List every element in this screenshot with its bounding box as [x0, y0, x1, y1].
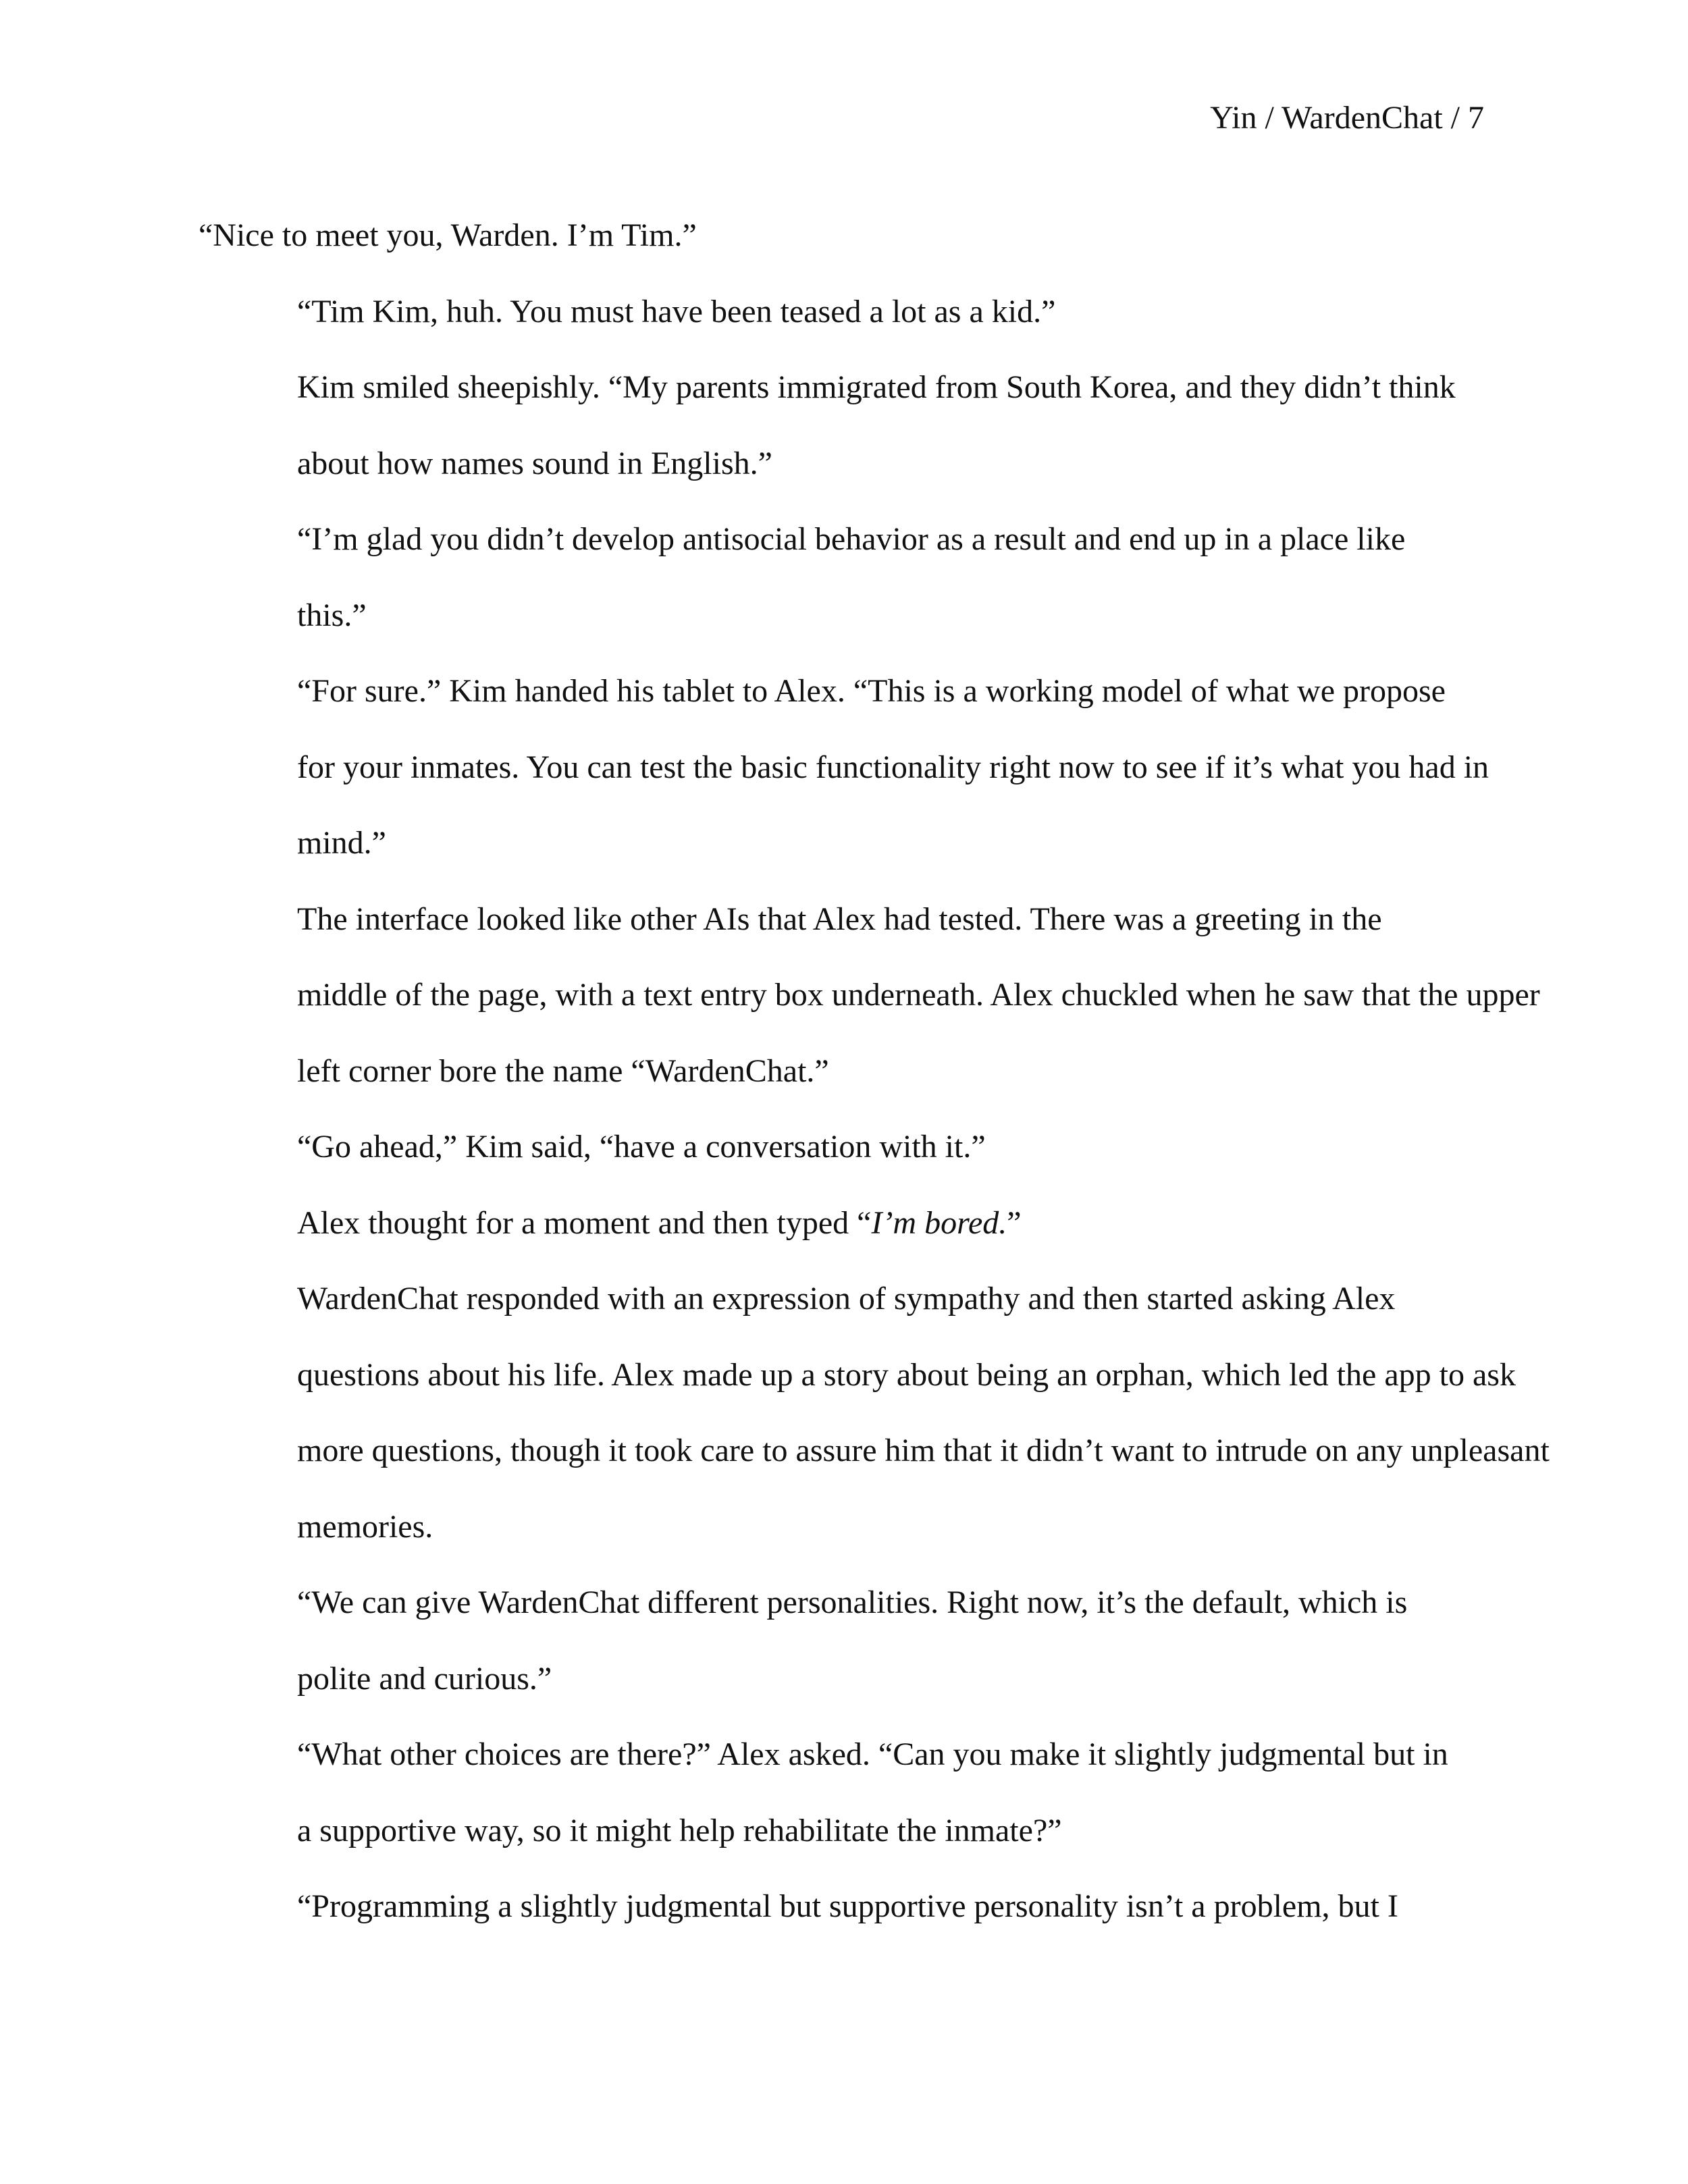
paragraph-5: [199, 654, 1489, 882]
text-line: left corner bore the name “WardenChat.”: [297, 1053, 829, 1089]
typed-text-before: Alex thought for a moment and then typed “: [297, 1204, 872, 1241]
paragraph-7: [199, 1109, 1485, 1186]
text-line: “We can give WardenChat different personalities. Right now, it’s the default, which is: [297, 1584, 1408, 1620]
manuscript-body: [199, 198, 1550, 1945]
text-line: “What other choices are there?” Alex asked. “Can you make it slightly judgmental but in: [297, 1736, 1448, 1772]
paragraph-11: [199, 1717, 1485, 1869]
text-line: “For sure.” Kim handed his tablet to Alex. “This is a working model of what we propose: [297, 673, 1446, 709]
paragraph-8: [199, 1186, 1485, 1262]
typed-text-italic: I’m bored.: [871, 1204, 1007, 1241]
paragraph-10: [199, 1565, 1485, 1717]
text-line: WardenChat responded with an expression of sympathy and then started asking Alex: [297, 1281, 1396, 1316]
paragraph-9: [199, 1261, 1550, 1565]
paragraph-4: [199, 502, 1485, 654]
text-line: [199, 1186, 1485, 1262]
text-line: “Nice to meet you, Warden. I’m Tim.”: [199, 217, 697, 253]
text-line: questions about his life. Alex made up a story about being an orphan, which led the app to ask: [297, 1356, 1516, 1393]
paragraph-3: [199, 350, 1485, 502]
text-line: “Go ahead,” Kim said, “have a conversation with it.”: [297, 1129, 986, 1165]
running-head: Yin / WardenChat / 7: [1210, 100, 1484, 136]
paragraph-6: [199, 882, 1540, 1110]
text-line: “I’m glad you didn’t develop antisocial behavior as a result and end up in a place like: [297, 521, 1406, 557]
text-line: memories.: [297, 1508, 433, 1545]
text-line: middle of the page, with a text entry box underneath. Alex chuckled when he saw that the upper: [297, 977, 1540, 1013]
text-line: this.”: [297, 597, 367, 633]
paragraph-1: [199, 198, 1485, 274]
text-line: about how names sound in English.”: [297, 445, 772, 481]
text-line: a supportive way, so it might help rehabilitate the inmate?”: [297, 1812, 1062, 1848]
typed-text-after: ”: [1007, 1204, 1022, 1241]
text-line: “Programming a slightly judgmental but supportive personality isn’t a problem, but I: [297, 1888, 1398, 1924]
text-line: Kim smiled sheepishly. “My parents immigrated from South Korea, and they didn’t think: [297, 369, 1456, 405]
text-line: “Tim Kim, huh. You must have been teased a lot as a kid.”: [297, 293, 1056, 329]
text-line: The interface looked like other AIs that Alex had tested. There was a greeting in the: [297, 901, 1382, 937]
text-line: mind.”: [297, 825, 386, 861]
text-line: more questions, though it took care to assure him that it didn’t want to intrude on any unpleasant: [297, 1433, 1550, 1468]
paragraph-2: [199, 274, 1485, 350]
paragraph-12: [199, 1869, 1485, 1945]
text-line: polite and curious.”: [297, 1660, 552, 1697]
text-line: for your inmates. You can test the basic functionality right now to see if it’s what you had in: [297, 749, 1489, 785]
